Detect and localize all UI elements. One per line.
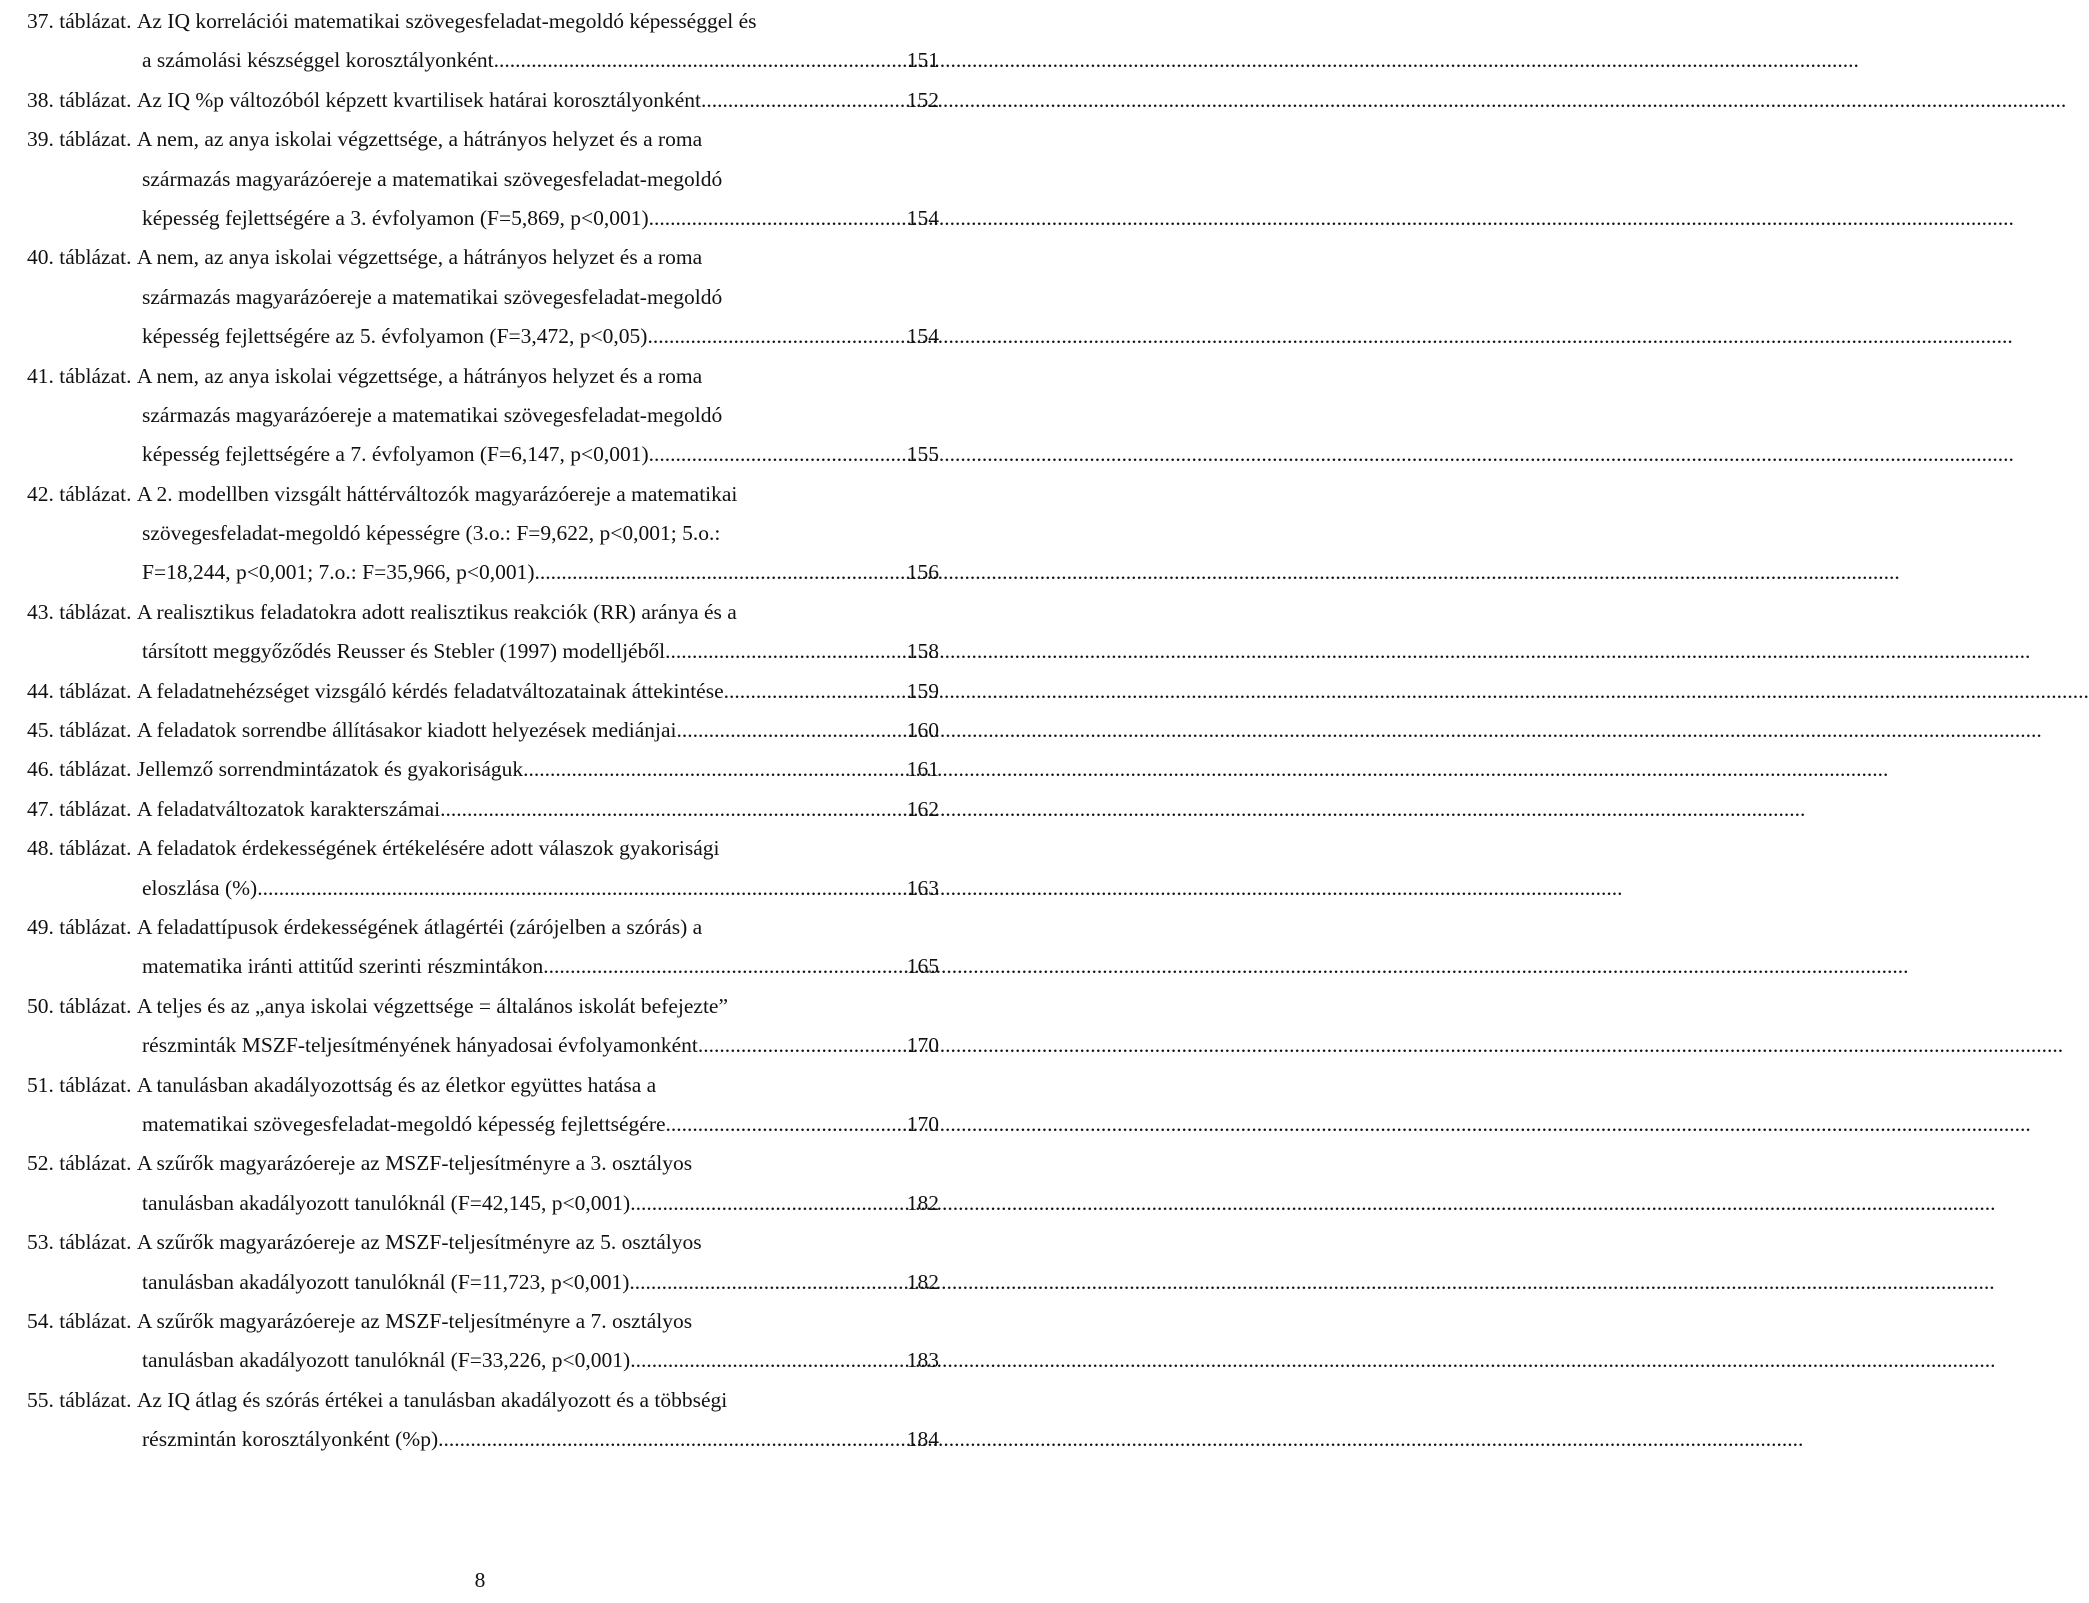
page-reference[interactable]: 156	[906, 560, 939, 585]
toc-entry[interactable]	[27, 790, 939, 829]
table-label: 44. táblázat.	[27, 678, 132, 703]
toc-entry-line	[27, 1105, 939, 1144]
dot-leader	[698, 1026, 905, 1065]
toc-entry-line	[27, 829, 939, 868]
toc-entry-line	[27, 396, 939, 435]
toc-entry-line	[27, 1223, 939, 1262]
toc-entry-line	[27, 278, 939, 317]
page-reference[interactable]: 184	[906, 1427, 939, 1452]
toc-entry[interactable]	[27, 81, 939, 120]
table-label: 42. táblázat.	[27, 481, 132, 506]
toc-entry-line	[27, 435, 939, 474]
toc-entry-line	[27, 553, 939, 592]
table-label: 39. táblázat.	[27, 127, 132, 152]
toc-entry[interactable]	[27, 750, 939, 789]
table-title-text: tanulásban akadályozott tanulóknál (F=42,145, p<0,001)	[142, 1190, 631, 1215]
table-title-text: tanulásban akadályozott tanulóknál (F=11,723, p<0,001)	[142, 1269, 630, 1294]
dot-leader	[629, 1263, 904, 1302]
table-label: 40. táblázat.	[27, 245, 132, 270]
toc-entry-line	[27, 1184, 939, 1223]
table-title-text: A szűrők magyarázóereje az MSZF-teljesítményre az 5. osztályos	[136, 1230, 702, 1255]
dot-leader	[438, 1420, 905, 1459]
toc-entry-line	[27, 1302, 939, 1341]
dot-leader	[535, 553, 905, 592]
table-title-text: tanulásban akadályozott tanulóknál (F=33,226, p<0,001)	[142, 1348, 631, 1373]
table-title-text: A szűrők magyarázóereje az MSZF-teljesítményre a 3. osztályos	[136, 1151, 693, 1176]
table-label: 50. táblázat.	[27, 993, 132, 1018]
toc-entry-line	[27, 2, 939, 41]
dot-leader	[677, 711, 905, 750]
toc-entry-line	[27, 1341, 939, 1380]
toc-entry-line	[27, 160, 939, 199]
toc-entry-line	[27, 632, 939, 671]
toc-entry-line	[27, 317, 939, 356]
dot-leader	[649, 435, 905, 474]
toc-entry[interactable]	[27, 120, 939, 238]
dot-leader	[630, 1341, 905, 1380]
table-title-text: A realisztikus feladatokra adott realisztikus reakciók (RR) aránya és a	[136, 599, 737, 624]
table-title-text: matematikai szövegesfeladat-megoldó képesség fejlettségére	[142, 1111, 666, 1136]
toc-entry-line	[27, 1381, 939, 1420]
dot-leader	[665, 632, 905, 671]
page-reference[interactable]: 152	[906, 87, 939, 112]
page-number: 8	[474, 1568, 486, 1592]
toc-entry[interactable]	[27, 1381, 939, 1460]
table-title-text: A szűrők magyarázóereje az MSZF-teljesítményre a 7. osztályos	[136, 1308, 693, 1333]
toc-entry[interactable]	[27, 2, 939, 81]
table-title-text: A feladattípusok érdekességének átlagértéi (zárójelben a szórás) a	[136, 914, 703, 939]
toc-entry[interactable]	[27, 908, 939, 987]
table-title-text: A nem, az anya iskolai végzettsége, a hátrányos helyzet és a roma	[136, 127, 703, 152]
table-title-text: származás magyarázóereje a matematikai szövegesfeladat-megoldó	[142, 166, 723, 191]
toc-entry[interactable]	[27, 987, 939, 1066]
table-title-text: társított meggyőződés Reusser és Stebler (1997) modelljéből	[142, 639, 666, 664]
toc-entry[interactable]	[27, 238, 939, 356]
table-of-tables	[27, 2, 939, 1459]
page-reference[interactable]: 163	[906, 875, 939, 900]
table-title-text: Az IQ korrelációi matematikai szövegesfeladat-megoldó képességgel és	[136, 9, 757, 33]
toc-entry-line	[27, 1144, 939, 1183]
table-title-text: származás magyarázóereje a matematikai szövegesfeladat-megoldó	[142, 284, 723, 309]
table-label: 54. táblázat.	[27, 1308, 132, 1333]
toc-entry-line	[27, 1066, 939, 1105]
table-label: 52. táblázat.	[27, 1151, 132, 1176]
table-title-text: a számolási készséggel korosztályonként	[142, 48, 494, 73]
toc-entry[interactable]	[27, 1302, 939, 1381]
table-label: 46. táblázat.	[27, 757, 132, 782]
table-title-text: képesség fejlettségére az 5. évfolyamon (F=3,472, p<0,05)	[142, 324, 648, 349]
table-title-text: képesség fejlettségére a 7. évfolyamon (F=6,147, p<0,001)	[142, 442, 649, 467]
dot-leader	[649, 199, 905, 238]
toc-entry-line	[27, 947, 939, 986]
page-reference[interactable]: 161	[906, 757, 939, 782]
table-label: 47. táblázat.	[27, 796, 132, 821]
table-title-text: A feladatváltozatok karakterszámai	[136, 796, 441, 821]
table-label: 43. táblázat.	[27, 599, 132, 624]
dot-leader	[724, 672, 905, 711]
toc-entry-line	[27, 987, 939, 1026]
dot-leader	[257, 869, 905, 908]
page-reference[interactable]: 165	[906, 954, 939, 979]
toc-entry-line	[27, 1026, 939, 1065]
page-reference[interactable]: 151	[906, 48, 939, 73]
table-label: 48. táblázat.	[27, 836, 132, 861]
toc-entry-line	[27, 199, 939, 238]
table-title-text: részmintán korosztályonként (%p)	[142, 1427, 439, 1452]
table-label: 41. táblázat.	[27, 363, 132, 388]
page-reference[interactable]: 155	[906, 442, 939, 467]
table-title-text: eloszlása (%)	[142, 875, 258, 900]
page-reference[interactable]: 154	[906, 205, 939, 230]
toc-entry[interactable]	[27, 593, 939, 672]
dot-leader	[630, 1184, 905, 1223]
page-reference[interactable]: 183	[906, 1348, 939, 1373]
page-reference[interactable]: 182	[906, 1190, 939, 1215]
table-title-text: származás magyarázóereje a matematikai szövegesfeladat-megoldó	[142, 402, 723, 427]
table-title-text: Az IQ %p változóból képzett kvartilisek határai korosztályonként	[136, 87, 702, 112]
page-reference[interactable]: 154	[906, 324, 939, 349]
table-label: 55. táblázat.	[27, 1387, 132, 1412]
toc-entry-line	[27, 475, 939, 514]
table-title-text: A teljes és az „anya iskolai végzettsége = általános iskolát befejezte”	[136, 993, 729, 1018]
table-label: 37. táblázat.	[27, 9, 132, 33]
table-title-text: Az IQ átlag és szórás értékei a tanulásban akadályozott és a többségi	[136, 1387, 728, 1412]
dot-leader	[666, 1105, 905, 1144]
toc-entry-line	[27, 790, 939, 829]
table-title-text: A feladatok sorrendbe állításakor kiadott helyezések mediánjai	[136, 718, 677, 743]
toc-entry-line	[27, 593, 939, 632]
toc-entry-line	[27, 357, 939, 396]
dot-leader	[647, 317, 904, 356]
page-reference[interactable]: 162	[906, 796, 939, 821]
toc-entry[interactable]	[27, 357, 939, 475]
toc-entry-line	[27, 120, 939, 159]
table-title-text: szövegesfeladat-megoldó képességre (3.o.: F=9,622, p<0,001; 5.o.:	[142, 521, 721, 546]
toc-entry-line	[27, 514, 939, 553]
table-label: 53. táblázat.	[27, 1230, 132, 1255]
page-reference[interactable]: 159	[906, 678, 939, 703]
toc-entry-line	[27, 750, 939, 789]
toc-entry[interactable]	[27, 1223, 939, 1302]
table-title-text: F=18,244, p<0,001; 7.o.: F=35,966, p<0,001)	[142, 560, 535, 585]
dot-leader	[494, 41, 905, 80]
table-title-text: A nem, az anya iskolai végzettsége, a hátrányos helyzet és a roma	[136, 245, 703, 270]
toc-entry[interactable]	[27, 475, 939, 593]
table-label: 49. táblázat.	[27, 914, 132, 939]
table-title-text: A 2. modellben vizsgált háttérváltozók magyarázóereje a matematikai	[136, 481, 738, 506]
table-title-text: matematika iránti attitűd szerinti részmintákon	[142, 954, 544, 979]
dot-leader	[543, 947, 905, 986]
toc-entry[interactable]	[27, 672, 939, 711]
toc-entry[interactable]	[27, 1066, 939, 1145]
toc-entry-line	[27, 711, 939, 750]
toc-entry-line	[27, 672, 939, 711]
dot-leader	[440, 790, 905, 829]
toc-entry[interactable]	[27, 711, 939, 750]
table-label: 51. táblázat.	[27, 1072, 132, 1097]
toc-entry-line	[27, 1420, 939, 1459]
page-reference[interactable]: 158	[906, 639, 939, 664]
toc-entry-line	[27, 869, 939, 908]
table-label: 38. táblázat.	[27, 87, 132, 112]
toc-entry-line	[27, 1263, 939, 1302]
table-title-text: A feladatnehézséget vizsgáló kérdés feladatváltozatainak áttekintése	[136, 678, 724, 703]
toc-entry[interactable]	[27, 1144, 939, 1223]
toc-entry[interactable]	[27, 829, 939, 908]
table-title-text: A feladatok érdekességének értékelésére adott válaszok gyakorisági	[136, 836, 720, 861]
table-title-text: A tanulásban akadályozottság és az életkor együttes hatása a	[136, 1072, 657, 1097]
page-reference[interactable]: 182	[906, 1269, 939, 1294]
page-reference[interactable]: 170	[906, 1033, 939, 1058]
toc-entry-line	[27, 81, 939, 120]
page-reference[interactable]: 170	[906, 1111, 939, 1136]
table-label: 45. táblázat.	[27, 718, 132, 743]
toc-entry-line	[27, 41, 939, 80]
dot-leader	[701, 81, 905, 120]
table-title-text: Jellemző sorrendmintázatok és gyakoriságuk	[136, 757, 524, 782]
table-title-text: A nem, az anya iskolai végzettsége, a hátrányos helyzet és a roma	[136, 363, 703, 388]
page-reference[interactable]: 160	[906, 718, 939, 743]
dot-leader	[523, 750, 905, 789]
table-title-text: képesség fejlettségére a 3. évfolyamon (F=5,869, p<0,001)	[142, 205, 649, 230]
table-title-text: részminták MSZF-teljesítményének hányadosai évfolyamonként	[142, 1033, 698, 1058]
toc-entry-line	[27, 238, 939, 277]
toc-entry-line	[27, 908, 939, 947]
